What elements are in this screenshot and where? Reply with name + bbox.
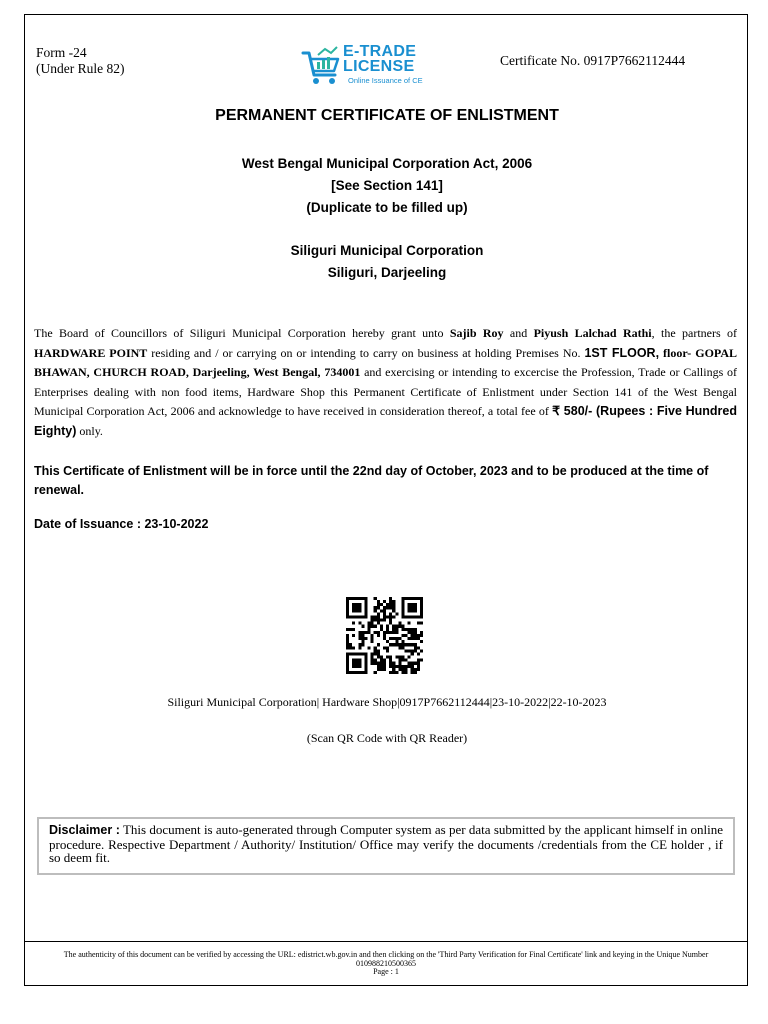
form-rule-line: (Under Rule 82)	[36, 61, 125, 76]
grant-paragraph	[34, 324, 737, 441]
grant-text: The Board of Councillors of Siliguri Municipal Corporation hereby grant unto	[34, 326, 450, 340]
form-number-line: Form -24	[36, 45, 87, 60]
footer-divider	[25, 941, 747, 942]
corporation-name: Siliguri Municipal Corporation	[290, 243, 484, 258]
qr-caption: Siliguri Municipal Corporation| Hardware Shop|0917P7662112444|23-10-2022|22-10-2023	[167, 695, 607, 709]
act-section: [See Section 141]	[331, 178, 443, 193]
certificate-title: PERMANENT CERTIFICATE OF ENLISTMENT	[215, 107, 559, 124]
certificate-number: Certificate No. 0917P7662112444	[500, 53, 686, 68]
verification-footer	[33, 951, 739, 977]
partner-name: Piyush Lalchad Rathi	[533, 326, 652, 340]
qr-code	[345, 597, 424, 674]
fee-words: (Rupees : Five Hundred Eighty)	[34, 404, 737, 438]
act-reference	[25, 153, 749, 219]
validity-statement: This Certificate of Enlistment will be in force until the 22nd day of October, 2023 and to be produced at the time of renewal.	[34, 464, 709, 497]
fee-amount: ₹ 580/-	[552, 404, 593, 418]
date-of-issuance: Date of Issuance : 23-10-2022	[34, 517, 209, 531]
certificate-page	[24, 14, 748, 986]
logo-line1: E-TRADE	[343, 43, 417, 60]
disclaimer-text: This document is auto-generated through Computer system as per data submitted by the applicant himself in online procedure. Respective Department / Authority/ Institution/ Office may verify the documents /credentials from the CE holder , if so deem fit.	[49, 822, 723, 865]
premises-number: 1ST FLOOR,	[584, 345, 660, 360]
logo-line2: LICENSE	[343, 58, 415, 75]
grant-text: only.	[76, 423, 103, 438]
etrade-license-logo	[301, 43, 431, 89]
disclaimer-label: Disclaimer :	[49, 823, 120, 837]
grant-text: , the partners of	[651, 326, 738, 340]
qr-scan-note: (Scan QR Code with QR Reader)	[306, 731, 468, 745]
verification-note: The authenticity of this document can be verified by accessing the URL: edistrict.wb.gov.in and then clicking on the 'Third Party Verification for Final Certificate' link and keying in the Unique Number 010988210500365	[63, 950, 709, 968]
grant-text: and exercising or intending to excercise the Profession, Trade or Callings of Enterprises dealing with non food items, Hardware Shop this Permanent Certificate of Enlistment under Section 141 of the West Bengal Municipal Corporation Act, 2006 and acknowledge to have received in consideration thereof, a total fee of	[34, 365, 737, 418]
cart-icon	[301, 45, 341, 87]
premises-label: floor-	[663, 345, 692, 360]
grant-text: and	[503, 326, 534, 340]
act-duplicate-note: (Duplicate to be filled up)	[306, 200, 468, 215]
premises-address: GOPAL BHAWAN, CHURCH ROAD, Darjeeling, West Bengal, 734001	[34, 345, 738, 379]
disclaimer-box	[37, 817, 735, 875]
page-number: Page : 1	[373, 967, 399, 976]
business-name: HARDWARE POINT	[34, 345, 148, 360]
logo-tagline: Online Issuance of CE	[348, 76, 423, 85]
corporation-location: Siliguri, Darjeeling	[327, 265, 447, 280]
partner-name: Sajib Roy	[449, 326, 504, 340]
act-name: West Bengal Municipal Corporation Act, 2006	[241, 156, 533, 171]
corporation-block	[25, 240, 749, 284]
form-number	[36, 45, 124, 77]
grant-text: residing and / or carrying on or intending to carry on business at holding Premises No.	[147, 345, 585, 360]
